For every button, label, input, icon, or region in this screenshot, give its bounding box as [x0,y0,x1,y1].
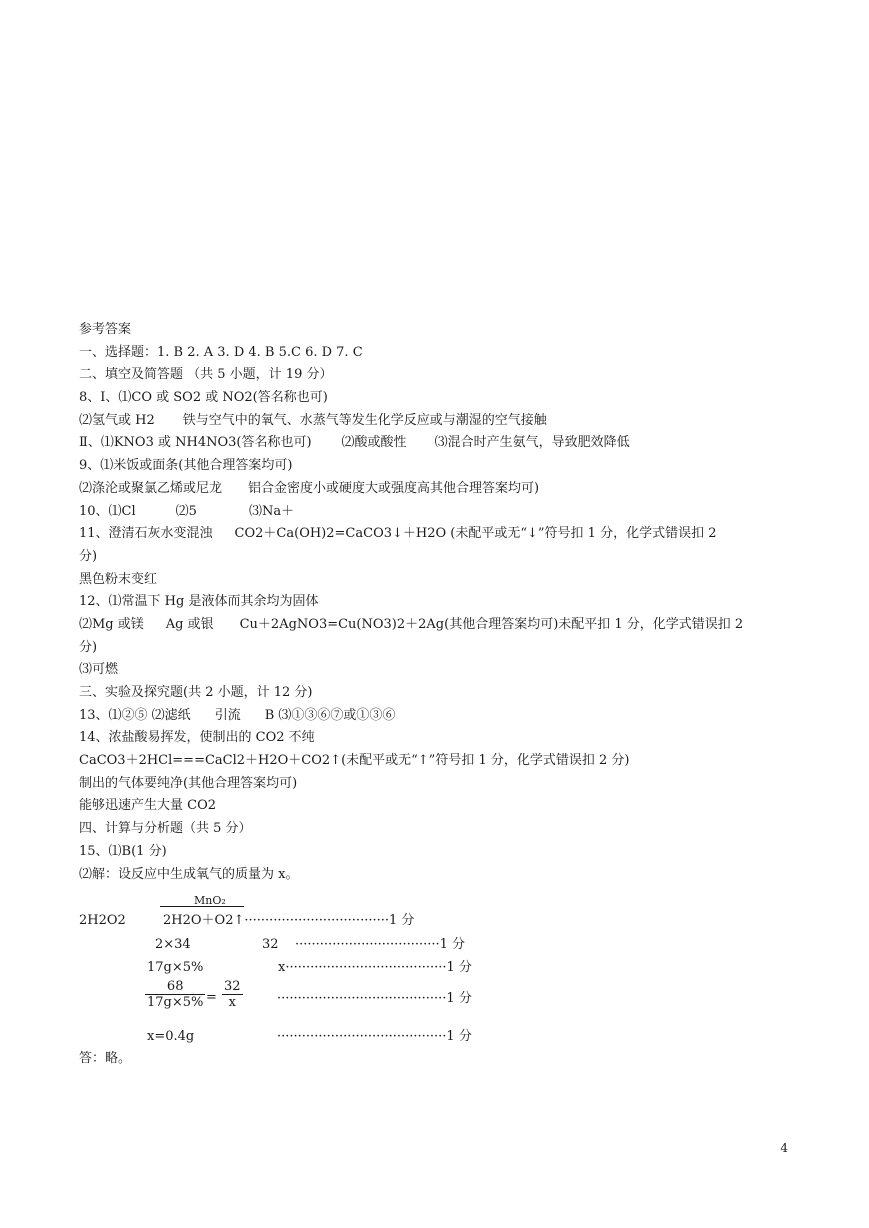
ratio-right: 32 [262,937,279,952]
line-17: 13、⑴②⑤ ⑵滤纸 引流 B ⑶①③⑥⑦或①③⑥ [79,707,396,723]
reaction-left: 2H2O2 [79,913,126,928]
line-5: Ⅱ、⑴KNO3 或 NH4NO3(答名称也可) ⑵酸或酸性 ⑶混合时产生氨气，导致肥效降低 [79,435,630,451]
line-15: ⑶可燃 [79,662,119,678]
equals-sign: = [206,990,217,1005]
fraction-left: $\frac{68}{17g\times 5\%}$ [147,979,204,1010]
line-4: ⑵氢气或 H2 铁与空气中的氧气、水蒸气等发生化学反应或与潮湿的空气接触 [79,412,547,428]
line-18: 14、浓盐酸易挥发，使制出的 CO2 不纯 [79,730,315,746]
line-13: ⑵Mg 或镁 Ag 或银 Cu＋2AgNO3=Cu(NO3)2＋2Ag(其他合理答案均可)未配平扣 1 分，化学式错误扣 2 [79,616,744,632]
ratio-score: ···································1 分 [295,937,466,952]
line-6: 9、⑴米饭或面条(其他合理答案均可) [79,458,293,474]
line-24: ⑵解：设反应中生成氧气的质量为 x。 [79,866,299,882]
line-7: ⑵涤沦或聚氯乙烯或尼龙 铝合金密度小或硬度大或强度高其他合理答案均可) [79,480,540,496]
line-19: CaCO3＋2HCl===CaCl2＋H2O＋CO2↑(未配平或无“↑”符号扣 1 分，化学式错误扣 2 分) [79,753,630,769]
result-score: ·········································1 分 [277,1029,472,1044]
line-22: 四、计算与分析题（共 5 分） [79,821,252,837]
calculation-block [79,894,799,1074]
final-answer: 答：略。 [79,1051,132,1066]
answer-text [79,319,799,886]
reaction-arrow-bar [160,906,244,907]
result-value: x=0.4g [147,1029,195,1044]
line-1: 一、选择题：1. B 2. A 3. D 4. B 5.C 6. D 7. C [79,344,363,360]
line-16: 三、实验及探究题(共 2 小题，计 12 分) [79,685,313,700]
catalyst-label: MnO₂ [194,894,226,907]
line-21: 能够迅速产生大量 CO2 [79,798,217,814]
line-23: 15、⑴B(1 分) [79,843,167,859]
line-2: 二、填空及简答题 （共 5 小题，计 19 分） [79,367,333,383]
line-3: 8、Ⅰ、⑴CO 或 SO2 或 NO2(答名称也可) [79,390,328,406]
line-12: 12、⑴常温下 Hg 是液体而其余均为固体 [79,594,319,610]
ratio-left: 2×34 [155,937,191,952]
reaction-right: 2H2O＋O2↑···································1 分 [163,913,415,928]
page-number: 4 [780,1141,788,1155]
line-9: 11、澄清石灰水变混浊 CO2＋Ca(OH)2=CaCO3↓＋H2O (未配平或无“↓”符号扣 1 分，化学式错误扣 2 [79,526,717,542]
mass-right: x·······································1 分 [278,960,472,975]
line-10: 分) [79,548,98,564]
line-11: 黑色粉末变红 [79,571,158,587]
fraction-right: $\frac{32}{x}$ [224,979,241,1010]
mass-left: 17g×5% [147,960,204,975]
line-20: 制出的气体要纯净(其他合理答案均可) [79,775,298,791]
line-14: 分) [79,639,98,655]
line-8: 10、⑴Cl ⑵5 ⑶Na＋ [79,503,295,519]
answer-title: 参考答案 [79,322,132,337]
proportion-score: ·········································1 分 [277,991,472,1006]
